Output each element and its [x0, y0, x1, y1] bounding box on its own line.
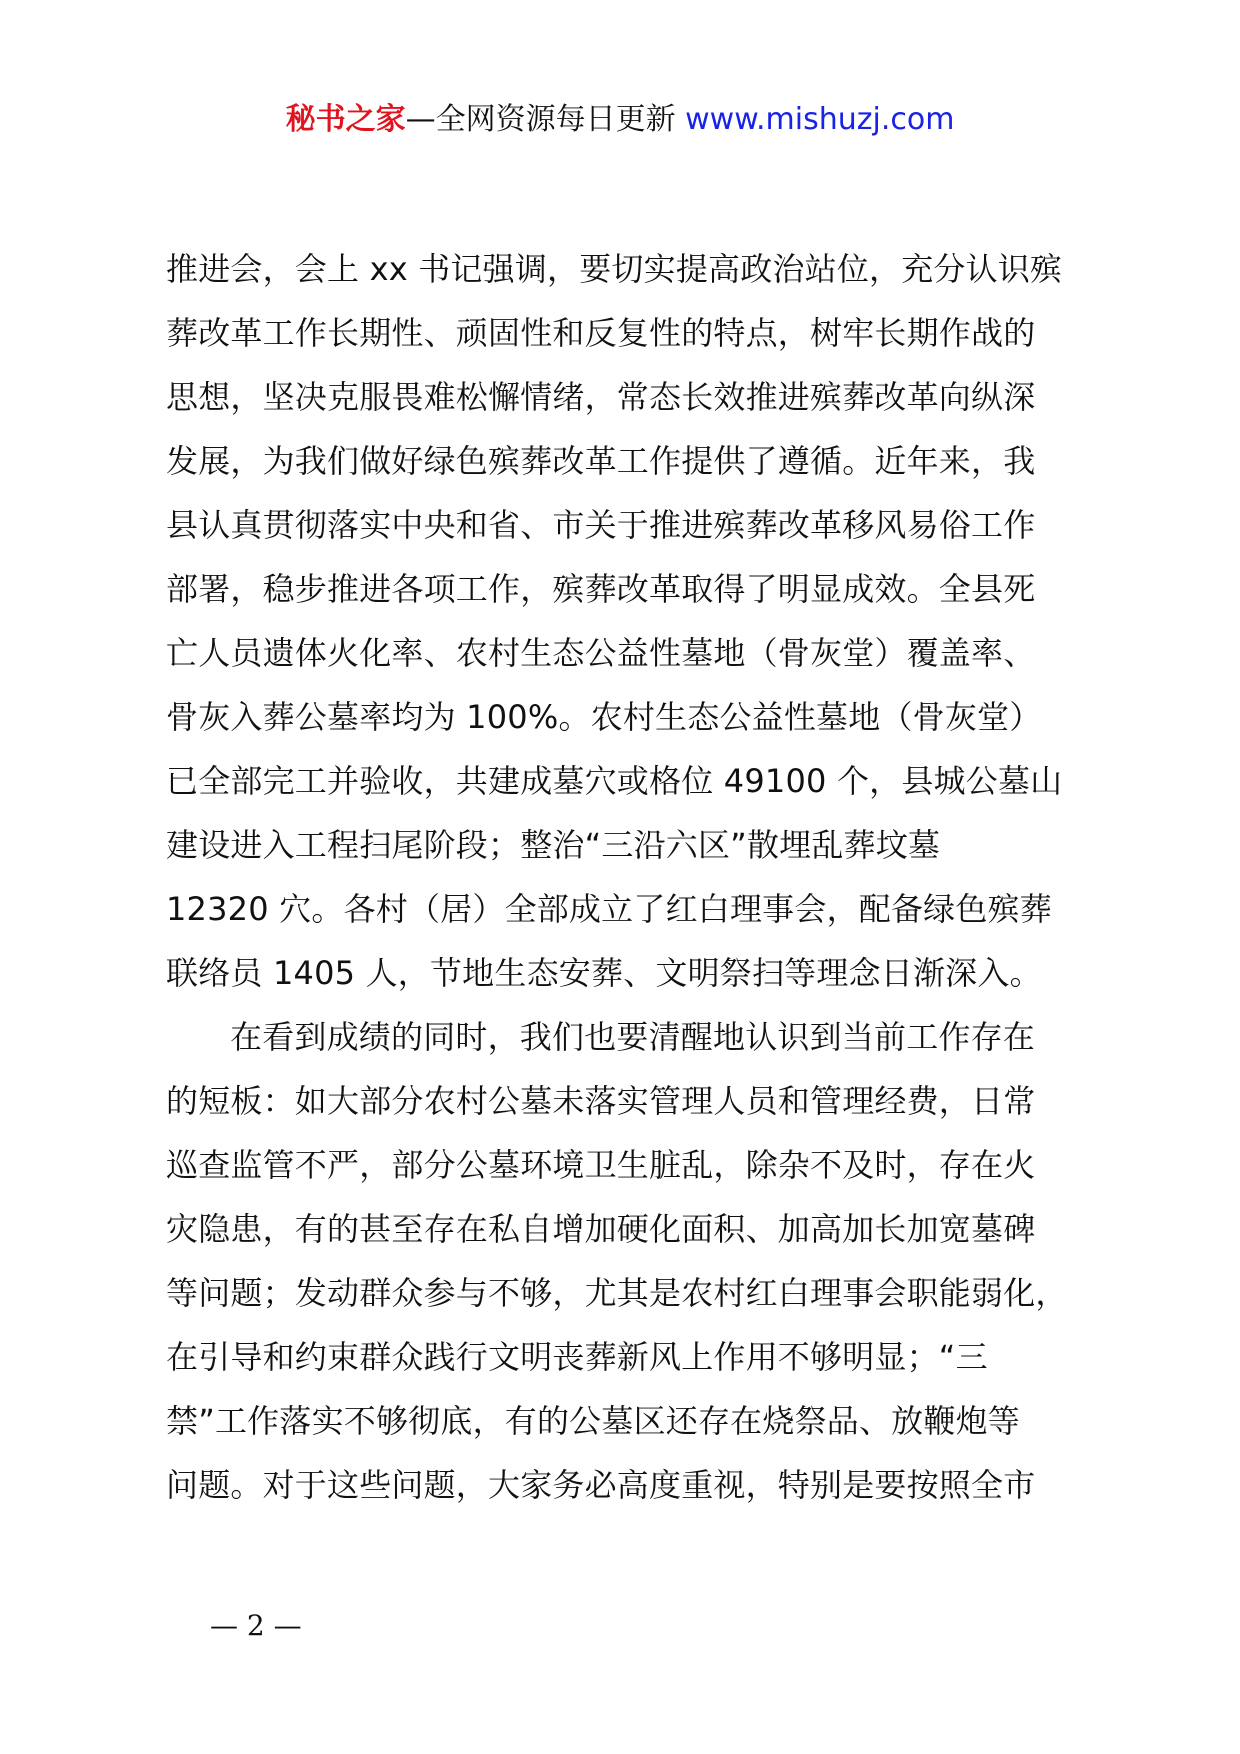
text-line-indented: 在看到成绩的同时，我们也要清醒地认识到当前工作存在 [230, 1018, 1036, 1056]
text-line: 联络员 1405 人，节地生态安葬、文明祭扫等理念日渐深入。 [166, 954, 1042, 992]
text-line: 骨灰入葬公墓率均为 100%。农村生态公益性墓地（骨灰堂） [166, 698, 1042, 736]
document-body [166, 237, 1096, 1517]
text-line: 葬改革工作长期性、顽固性和反复性的特点，树牢长期作战的 [166, 314, 1036, 352]
paragraph-1 [166, 237, 1096, 1005]
text-line: 发展，为我们做好绿色殡葬改革工作提供了遵循。近年来，我 [166, 442, 1036, 480]
text-line: 巡查监管不严，部分公墓环境卫生脏乱，除杂不及时，存在火 [166, 1146, 1036, 1184]
text-line: 亡人员遗体火化率、农村生态公益性墓地（骨灰堂）覆盖率、 [166, 634, 1036, 672]
text-line: 推进会，会上 xx 书记强调，要切实提高政治站位，充分认识殡 [166, 250, 1063, 288]
page-number: — 2 — [210, 1609, 302, 1642]
text-line: 已全部完工并验收，共建成墓穴或格位 49100 个，县城公墓山 [166, 762, 1063, 800]
text-line: 禁”工作落实不够彻底，有的公墓区还存在烧祭品、放鞭炮等 [166, 1402, 1020, 1440]
text-line: 县认真贯彻落实中央和省、市关于推进殡葬改革移风易俗工作 [166, 506, 1036, 544]
site-header [0, 100, 1240, 140]
text-line: 的短板：如大部分农村公墓未落实管理人员和管理经费，日常 [166, 1082, 1036, 1120]
text-line: 12320 穴。各村（居）全部成立了红白理事会，配备绿色殡葬 [166, 890, 1052, 928]
text-line: 思想，坚决克服畏难松懈情绪，常态长效推进殡葬改革向纵深 [166, 378, 1036, 416]
site-url-link[interactable]: www.mishuzj.com [685, 102, 955, 137]
text-line: 问题。对于这些问题，大家务必高度重视，特别是要按照全市 [166, 1466, 1036, 1504]
text-line: 灾隐患，有的甚至存在私自增加硬化面积、加高加长加宽墓碑 [166, 1210, 1036, 1248]
text-line: 在引导和约束群众践行文明丧葬新风上作用不够明显；“三 [166, 1338, 988, 1376]
paragraph-2 [166, 1005, 1096, 1517]
site-tagline: —全网资源每日更新 [405, 102, 676, 137]
text-line: 部署，稳步推进各项工作，殡葬改革取得了明显成效。全县死 [166, 570, 1036, 608]
site-brand: 秘书之家 [285, 102, 406, 137]
text-line: 建设进入工程扫尾阶段；整治“三沿六区”散埋乱葬坟墓 [166, 826, 941, 864]
text-line: 等问题；发动群众参与不够，尤其是农村红白理事会职能弱化， [166, 1274, 1068, 1312]
